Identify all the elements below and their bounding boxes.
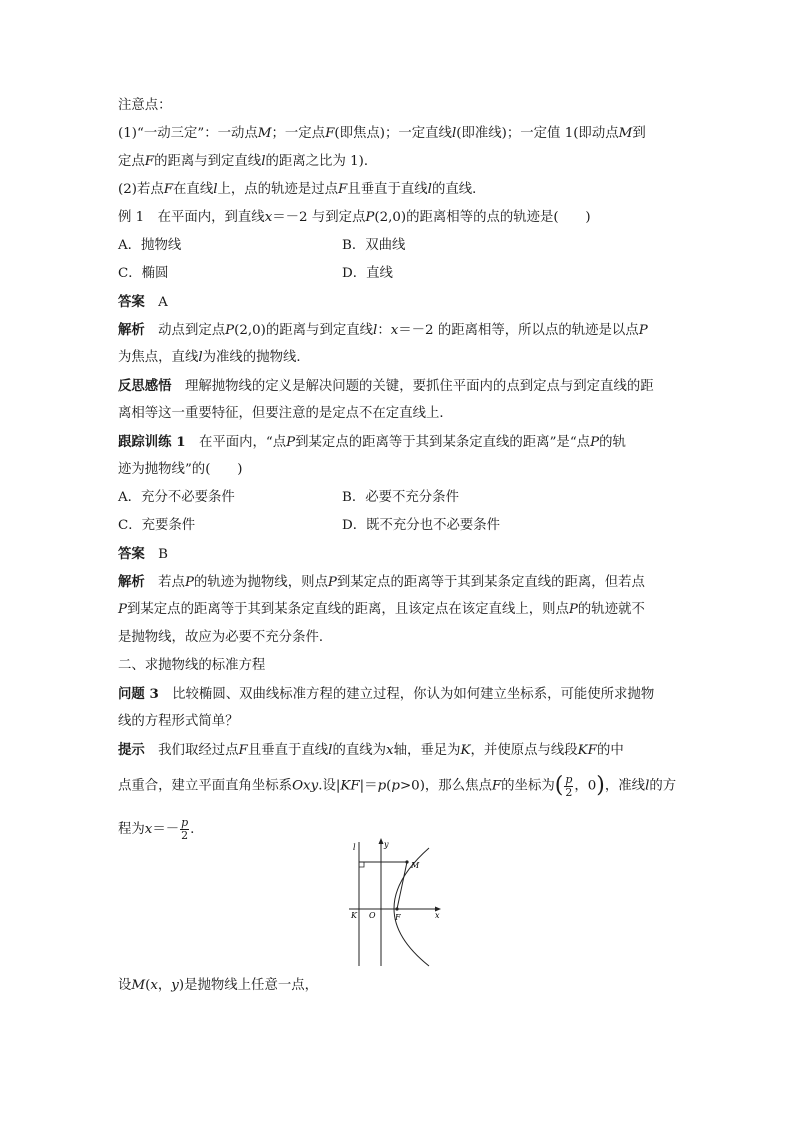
document-page	[118, 92, 684, 852]
example-1-question: 例 1 在平面内，到直线x＝－2 与到定点P(2,0)的距离相等的点的轨迹是( )	[118, 210, 591, 225]
training-1-options-row-2	[118, 512, 684, 540]
training-1-analysis-line-2: P到某定点的距离等于其到某条定直线的距离，且该定点在该定直线上，则点P的轨迹就不	[118, 602, 645, 617]
training-option-a: A．充分不必要条件	[118, 490, 235, 505]
example-1-options-row-2	[118, 260, 684, 288]
label-o: O	[369, 911, 376, 920]
example-1-analysis-line-1: 解析 动点到定点P(2,0)的距离与到定直线l：x＝－2 的距离相等，所以点的轨迹是以点P	[118, 322, 648, 338]
training-option-d: D．既不充分也不必要条件	[342, 518, 501, 533]
note-1-line-2: 定点F的距离与到定直线l的距离之比为 1)．	[118, 154, 378, 169]
parabola-figure	[345, 838, 449, 968]
label-l: l	[353, 843, 356, 852]
option-a: A．抛物线	[118, 238, 182, 253]
question-3-line-2: 线的方程形式简单？	[118, 714, 239, 729]
y-axis-arrow	[379, 838, 384, 844]
example-1-analysis-line-2: 为焦点，直线l为准线的抛物线．	[118, 350, 310, 365]
label-y: y	[384, 840, 389, 849]
m-to-focus-segment	[397, 862, 407, 909]
parabola-diagram	[345, 838, 449, 968]
hint-line-3: 程为x＝－ $\frac{p}{2}$ .	[118, 816, 195, 842]
training-1-analysis-line-1: 解析 若点P的轨迹为抛物线，则点P到某定点的距离等于其到某条定直线的距离，但若点	[118, 574, 645, 590]
focus-fraction: $\frac{p}{2}$	[565, 772, 573, 799]
question-3-line-1: 问题 3 比较椭圆、双曲线标准方程的建立过程，你认为如何建立坐标系，可能使所求抛物	[118, 686, 655, 702]
training-1-question-line-2: 迹为抛物线”的( )	[118, 462, 243, 477]
reflection-line-2: 离相等这一重要特征，但要注意的是定点不在定直线上．	[118, 406, 453, 421]
reflection-line-1: 反思感悟 理解抛物线的定义是解决问题的关键，要抓住平面内的点到定点与到定直线的距	[118, 378, 654, 394]
label-f: F	[395, 913, 401, 922]
hint-line-2: 点重合，建立平面直角坐标系Oxy.设|KF|＝p(p>0)，那么焦点F的坐标为( $\frac{p}{2}$ ，0)，准线l的方	[118, 772, 677, 799]
training-1-analysis-line-3: 是抛物线，故应为必要不充分条件．	[118, 630, 333, 645]
point-f	[395, 907, 398, 910]
note-1-line-1: (1)“一动三定”：一动点M；一定点F(即焦点)；一定直线l(即准线)；一定值 1(即动点M到	[118, 126, 646, 141]
training-1-options-row-1	[118, 484, 684, 512]
section-2-heading: 二、求抛物线的标准方程	[118, 658, 266, 673]
notes-heading: 注意点：	[118, 98, 172, 113]
label-k: K	[351, 911, 357, 920]
example-label: 例 1	[118, 210, 145, 225]
right-angle-mark	[359, 862, 364, 867]
training-1-answer: 答案 B	[118, 546, 169, 562]
hint-line-1: 提示 我们取经过点F且垂直于直线l的直线为x轴，垂足为K，并使原点与线段KF的中	[118, 742, 624, 758]
example-1-options-row-1	[118, 232, 684, 260]
label-m: M	[411, 861, 420, 870]
option-d: D．直线	[342, 266, 393, 281]
option-b: B．双曲线	[342, 238, 406, 253]
example-1-answer: 答案 A	[118, 294, 168, 310]
note-2: (2)若点F在直线l上，点的轨迹是过点F且垂直于直线l的直线．	[118, 182, 486, 197]
point-m	[405, 860, 408, 863]
training-option-c: C．充要条件	[118, 518, 196, 533]
option-c: C．椭圆	[118, 266, 169, 281]
label-x: x	[435, 911, 440, 920]
training-option-b: B．必要不充分条件	[342, 490, 459, 505]
directrix-fraction: $\frac{p}{2}$	[181, 816, 189, 842]
training-1-question-line-1: 跟踪训练 1 在平面内，“点P到某定点的距离等于其到某条定直线的距离”是“点P的轨	[118, 434, 626, 450]
closing-line: 设M(x，y)是抛物线上任意一点，	[118, 978, 319, 993]
